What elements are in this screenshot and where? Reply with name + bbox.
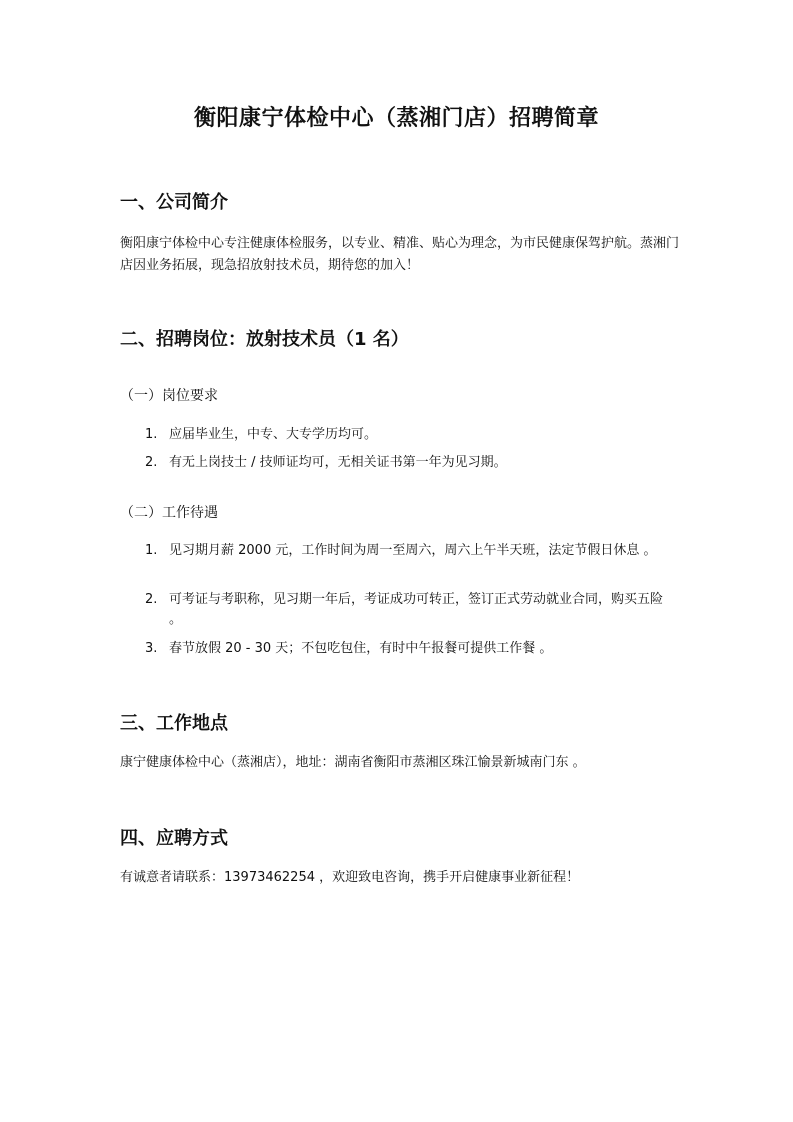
section-heading-location: 三、工作地点 bbox=[120, 713, 228, 734]
apply-paragraph: 有诚意者请联系：13973462254 ，欢迎致电咨询，携手开启健康事业新征程！ bbox=[120, 870, 580, 885]
list-item-text: 有无上岗技士 / 技师证均可，无相关证书第一年为见习期。 bbox=[169, 455, 507, 470]
section-heading-company: 一、公司简介 bbox=[120, 192, 228, 213]
list-item bbox=[145, 639, 675, 659]
section-heading-apply: 四、应聘方式 bbox=[120, 828, 228, 849]
list-item-text: 应届毕业生，中专、大专学历均可。 bbox=[169, 427, 378, 442]
list-item-text: 春节放假 20 - 30 天；不包吃包住，有时中午报餐可提供工作餐 。 bbox=[169, 641, 553, 656]
company-intro-paragraph: 衡阳康宁体检中心专注健康体检服务，以专业、精准、贴心为理念，为市民健康保驾护航。蒸湘门店因业务拓展，现急招放射技术员，期待您的加入！ bbox=[120, 236, 680, 273]
subsection-heading-requirements: （一）岗位要求 bbox=[120, 388, 218, 404]
subsection-heading-benefits: （二）工作待遇 bbox=[120, 505, 218, 521]
section-heading-position: 二、招聘岗位：放射技术员（1 名） bbox=[120, 329, 409, 350]
list-item-number: 1. bbox=[145, 427, 158, 442]
list-item-number: 2. bbox=[145, 592, 158, 607]
list-item-number: 3. bbox=[145, 641, 158, 656]
list-item-text: 见习期月薪 2000 元，工作时间为周一至周六，周六上午半天班，法定节假日休息 。 bbox=[169, 543, 657, 558]
list-item bbox=[145, 453, 675, 473]
location-paragraph: 康宁健康体检中心（蒸湘店），地址：湖南省衡阳市蒸湘区珠江愉景新城南门东 。 bbox=[120, 755, 586, 770]
list-item bbox=[145, 590, 675, 630]
list-item bbox=[145, 541, 675, 561]
list-item-number: 2. bbox=[145, 455, 158, 470]
page-title: 衡阳康宁体检中心（蒸湘门店）招聘简章 bbox=[193, 106, 599, 131]
list-item-text: 可考证与考职称，见习期一年后，考证成功可转正，签订正式劳动就业合同，购买五险 。 bbox=[169, 592, 664, 627]
list-item bbox=[145, 425, 675, 445]
list-item-number: 1. bbox=[145, 543, 158, 558]
